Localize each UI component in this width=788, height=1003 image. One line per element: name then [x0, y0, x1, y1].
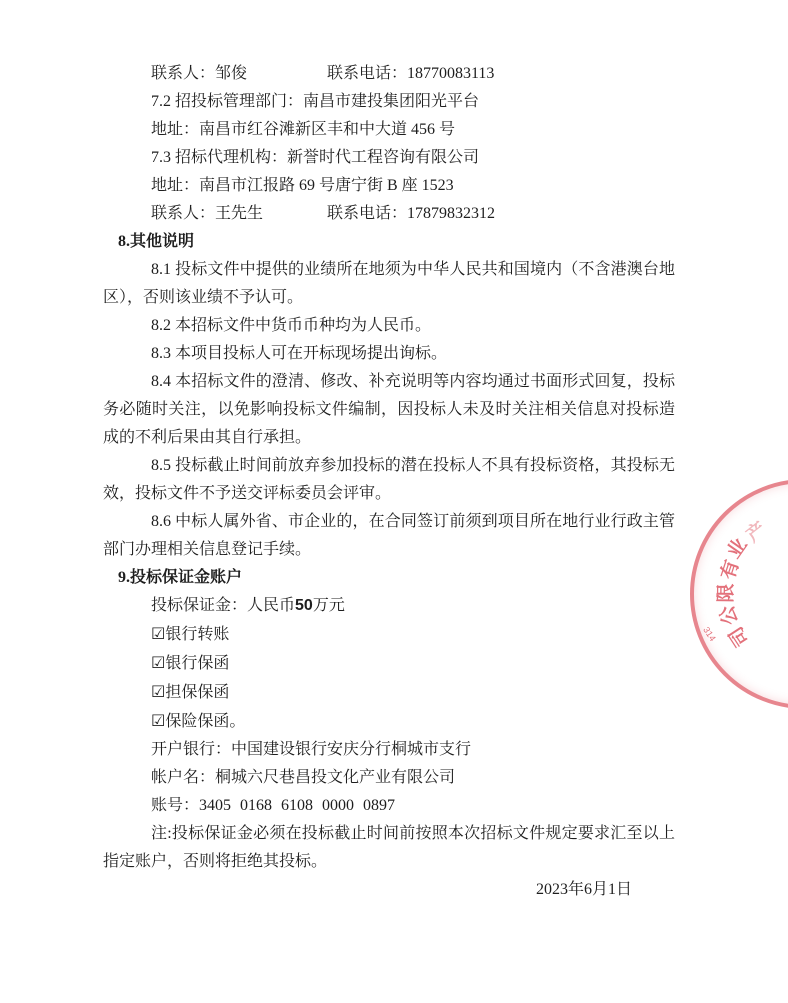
payment-option-bank-guarantee — [103, 649, 675, 678]
contact-person: 联系人：王先生 — [151, 205, 264, 222]
payment-option-label: 银行保函 — [165, 655, 230, 672]
clause-8-1: 8.1 投标文件中提供的业绩所在地须为中华人民共和国境内（不含港澳台地区），否则该业绩不予认可。 — [103, 261, 675, 306]
seal-character: 有 — [717, 557, 744, 583]
clause-8-5: 8.5 投标截止时间前放弃参加投标的潜在投标人不具有投标资格，其投标无效，投标文件不予送交评标委员会评审。 — [103, 457, 675, 502]
seal-character: 公 — [716, 603, 743, 628]
document-date: 2023年6月1日 — [535, 881, 632, 898]
contact-phone: 联系电话：18770083113 — [327, 65, 495, 82]
section-9-heading: 9.投标保证金账户 — [118, 569, 243, 586]
seal-number: 314 — [701, 624, 718, 644]
deposit-line — [103, 592, 675, 620]
payment-option-label: 保险保函。 — [165, 713, 246, 730]
account-number-label: 账号： — [151, 797, 200, 814]
clause-8-3: 8.3 本项目投标人可在开标现场提出询标。 — [151, 345, 448, 362]
account-number-line — [103, 792, 675, 820]
seal-character: 产 — [742, 518, 771, 547]
note-paragraph: 注:投标保证金必须在投标截止时间前按照本次招标文件规定要求汇至以上指定账户，否则将拒绝其投标。 — [103, 825, 675, 870]
payment-option-label: 担保保函 — [165, 684, 230, 701]
seal-character: 司 — [725, 622, 754, 650]
payment-option-surety-guarantee — [103, 678, 675, 707]
payment-option-insurance-guarantee — [103, 707, 675, 736]
contact-line-bottom — [103, 200, 675, 228]
clause-8-2: 8.2 本招标文件中货币币种均为人民币。 — [151, 317, 432, 334]
payment-option-label: 银行转账 — [165, 626, 230, 643]
contact-line-top — [103, 60, 675, 88]
checked-checkbox-icon: ☑ — [151, 682, 166, 701]
deposit-suffix: 万元 — [312, 597, 345, 614]
clause-8-6: 8.6 中标人属外省、市企业的，在合同签订前须到项目所在地行业行政主管部门办理相关信息登记手续。 — [103, 513, 675, 558]
checked-checkbox-icon: ☑ — [151, 711, 166, 730]
contact-phone: 联系电话：17879832312 — [327, 205, 496, 222]
deposit-amount: 50 — [295, 597, 313, 614]
company-seal — [690, 479, 788, 709]
contact-person: 联系人：邹俊 — [151, 65, 248, 82]
deposit-prefix: 投标保证金：人民币 — [151, 597, 296, 614]
account-name-line: 帐户名：桐城六尺巷昌投文化产业有限公司 — [151, 769, 456, 786]
document-body — [103, 60, 675, 904]
bank-line: 开户银行：中国建设银行安庆分行桐城市支行 — [151, 741, 472, 758]
clause-8-4: 8.4 本招标文件的澄清、修改、补充说明等内容均通过书面形式回复，投标务必随时关注，以免影响投标文件编制，因投标人未及时关注相关信息对投标造成的不利后果由其自行承担。 — [103, 373, 675, 446]
clause-7-2: 7.2 招投标管理部门：南昌市建投集团阳光平台 — [151, 93, 480, 110]
payment-option-bank-transfer — [103, 620, 675, 649]
clause-7-3: 7.3 招标代理机构：新誉时代工程咨询有限公司 — [151, 149, 480, 166]
agency-address-line: 地址：南昌市江报路 69 号唐宁街 B 座 1523 — [151, 177, 454, 194]
checked-checkbox-icon: ☑ — [151, 624, 166, 643]
checked-checkbox-icon: ☑ — [151, 653, 166, 672]
seal-character: 业 — [723, 534, 752, 563]
org-address-line: 地址：南昌市红谷滩新区丰和中大道 456 号 — [151, 121, 456, 138]
section-8-heading: 8.其他说明 — [118, 233, 195, 250]
seal-character: 限 — [715, 583, 738, 603]
account-number: 3405 0168 6108 0000 0897 — [199, 797, 396, 814]
